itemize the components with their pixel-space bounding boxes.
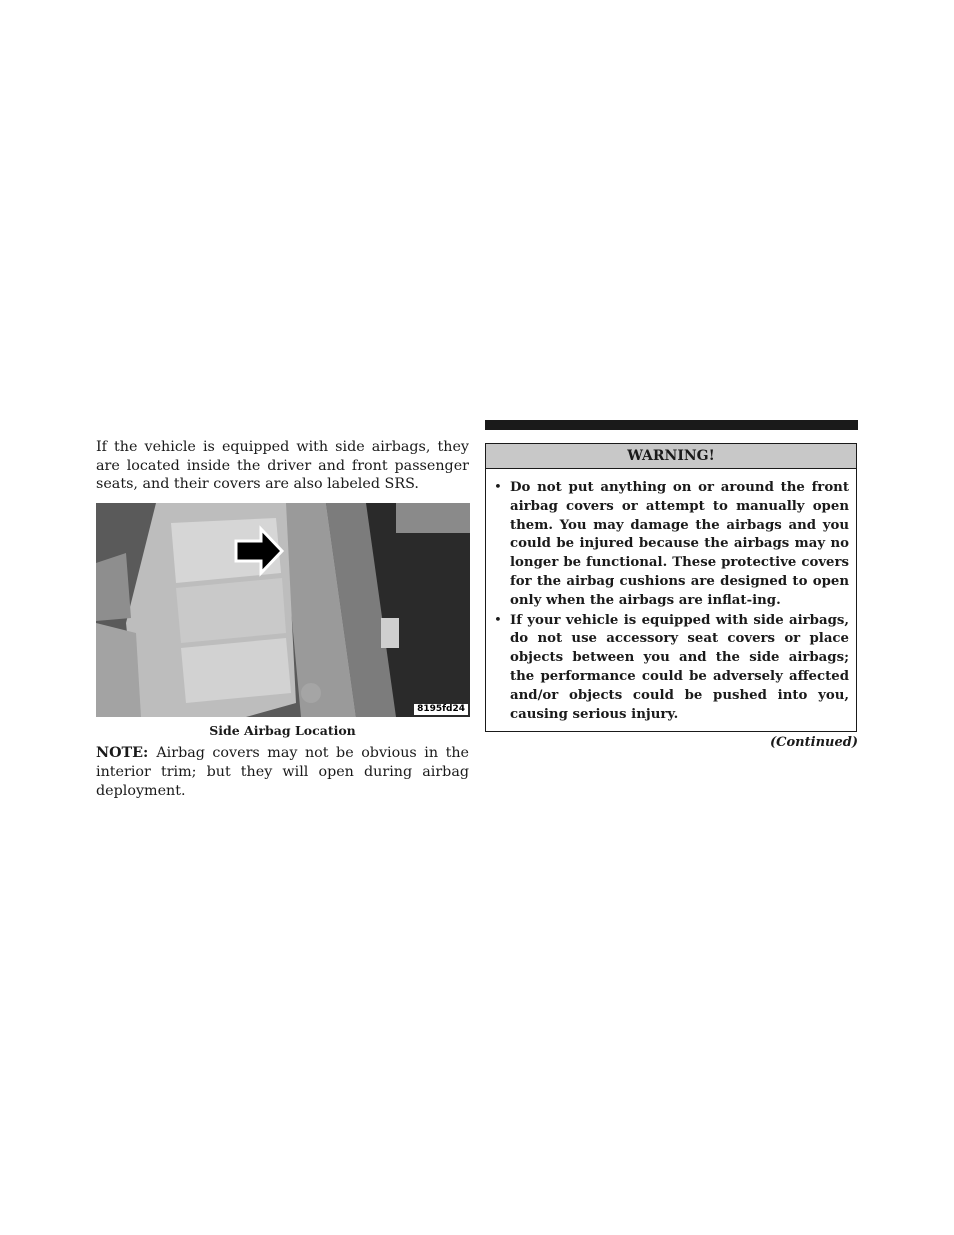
section-bar [485, 420, 858, 430]
side-airbag-figure [96, 503, 470, 717]
left-column [96, 438, 469, 801]
right-column [485, 420, 858, 750]
note-text: Airbag covers may not be obvious in the interior trim; but they will open during airbag deployment. [96, 744, 469, 799]
warning-box [485, 443, 857, 732]
note-paragraph [96, 744, 469, 801]
warning-title: WARNING! [486, 444, 856, 469]
bullet-icon: • [494, 612, 502, 628]
warning-item [493, 612, 849, 725]
warning-list [486, 469, 856, 731]
continued-label: (Continued) [770, 735, 858, 751]
intro-paragraph: If the vehicle is equipped with side airbags, they are located inside the driver and front passenger seats, and their covers are also labeled SRS. [96, 439, 469, 493]
seat-illustration [96, 503, 470, 717]
bullet-icon: • [494, 480, 502, 495]
warning-item [493, 479, 849, 611]
note-label: NOTE: [96, 744, 149, 761]
warning-item-text: Do not put anything on or around the front airbag covers or attempt to manually open them. You may damage the airbags and you could be injured because the airbags may no longer be functional. These protective covers for the airbag cushions are designed to open only when the airbags are inflat-ing. [510, 480, 849, 608]
warning-item-text: If your vehicle is equipped with side airbags, do not use accessory seat covers or place objects between you and the side airbags; the performance could be adversely affected and/or objects could be pushed into you, causing serious injury. [510, 612, 849, 722]
figure-code: 8195fd24 [414, 704, 468, 715]
figure-caption: Side Airbag Location [209, 722, 356, 738]
